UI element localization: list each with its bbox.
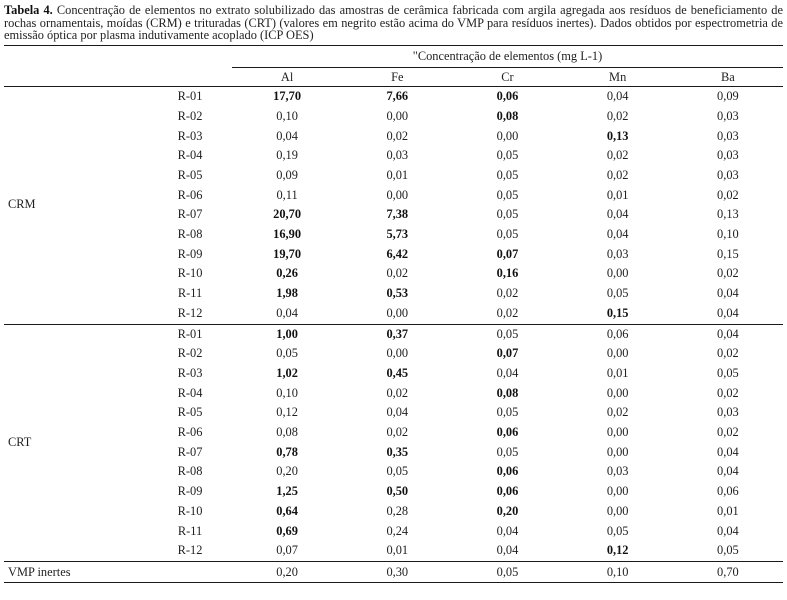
sample-label: R-09: [177, 484, 203, 499]
value-cell: 0,03: [717, 148, 739, 163]
header-spacer-cell: [4, 68, 232, 87]
value-cell: 0,05: [496, 444, 519, 459]
value-cell: 0,05: [606, 523, 629, 538]
value-cell: 0,05: [496, 405, 519, 420]
value-cell: 0,05: [496, 207, 519, 222]
sample-label: R-08: [177, 464, 203, 479]
col-header-fe: Fe: [342, 68, 452, 87]
value-cell: 0,04: [496, 365, 519, 380]
value-cell: 0,01: [606, 365, 629, 380]
value-cell: 0,04: [717, 286, 739, 301]
value-cell: 0,20: [276, 464, 298, 479]
table-row: [4, 324, 783, 344]
value-cell: 0,78: [276, 444, 298, 459]
value-cell: 0,03: [717, 108, 739, 123]
value-cell: 0,07: [496, 346, 519, 361]
value-cell: 0,69: [276, 523, 298, 538]
value-cell: 0,35: [386, 444, 409, 459]
value-cell: 0,00: [606, 266, 629, 281]
value-cell: 1,00: [276, 326, 298, 341]
value-cell: 0,02: [386, 128, 409, 143]
value-cell: 0,05: [496, 187, 519, 202]
value-cell: 0,00: [606, 425, 629, 440]
value-cell: 0,10: [276, 108, 298, 123]
sample-label: R-03: [177, 128, 203, 143]
value-cell: 0,00: [606, 346, 629, 361]
value-cell: 0,08: [496, 108, 519, 123]
value-cell: 0,00: [496, 128, 519, 143]
value-cell: 6,42: [386, 246, 409, 261]
value-cell: 16,90: [273, 227, 302, 242]
col-header-cr: Cr: [452, 68, 562, 87]
sample-label: R-06: [177, 425, 203, 440]
value-cell: 0,09: [717, 89, 739, 104]
column-header-row: [4, 68, 783, 87]
sample-label: R-11: [177, 286, 203, 301]
sample-label: R-04: [177, 385, 203, 400]
value-cell: 0,00: [386, 305, 409, 320]
span-header-concentration: "Concentração de elementos (mg L-1): [232, 46, 783, 68]
value-cell: 0,02: [717, 346, 739, 361]
value-cell: 0,05: [496, 148, 519, 163]
sample-label: R-10: [177, 503, 203, 518]
group-crt: [4, 324, 783, 561]
value-cell: 0,04: [606, 227, 629, 242]
value-cell: 0,11: [276, 187, 298, 202]
value-cell: 0,01: [386, 167, 409, 182]
value-cell: 1,25: [276, 484, 298, 499]
value-cell: 0,02: [717, 187, 739, 202]
value-cell: 0,03: [386, 148, 409, 163]
value-cell: 0,50: [386, 484, 409, 499]
value-cell: 0,20: [496, 503, 519, 518]
value-cell: 0,30: [386, 564, 409, 579]
group-label-crm: CRM: [8, 197, 36, 212]
value-cell: 7,38: [386, 207, 409, 222]
value-cell: 0,12: [606, 543, 629, 558]
value-cell: 0,01: [606, 187, 629, 202]
value-cell: 0,26: [276, 266, 298, 281]
value-cell: 0,08: [496, 385, 519, 400]
value-cell: 0,05: [717, 365, 739, 380]
value-cell: 5,73: [386, 227, 409, 242]
value-cell: 0,10: [606, 564, 629, 579]
sample-label: R-09: [177, 246, 203, 261]
group-label-crt: CRT: [8, 434, 32, 449]
value-cell: 0,20: [276, 564, 298, 579]
value-cell: 0,06: [606, 326, 629, 341]
value-cell: 0,07: [276, 543, 298, 558]
value-cell: 0,13: [606, 128, 629, 143]
value-cell: 0,01: [386, 543, 409, 558]
value-cell: 0,00: [386, 108, 409, 123]
sample-label: R-02: [177, 108, 203, 123]
value-cell: 0,04: [606, 89, 629, 104]
value-cell: 0,07: [496, 246, 519, 261]
sample-label: R-02: [177, 346, 203, 361]
sample-label: R-03: [177, 365, 203, 380]
value-cell: 0,02: [606, 405, 629, 420]
value-cell: 1,02: [276, 365, 298, 380]
value-cell: 0,06: [496, 464, 519, 479]
value-cell: 0,04: [276, 305, 298, 320]
sample-label: R-07: [177, 207, 203, 222]
value-cell: 0,00: [386, 187, 409, 202]
value-cell: 0,04: [496, 543, 519, 558]
value-cell: 0,15: [717, 246, 739, 261]
value-cell: 0,04: [496, 523, 519, 538]
span-header-row: [4, 46, 783, 68]
value-cell: 0,02: [606, 167, 629, 182]
sample-label: R-06: [177, 187, 203, 202]
value-cell: 0,04: [717, 464, 739, 479]
value-cell: 0,00: [606, 444, 629, 459]
value-cell: 0,02: [717, 385, 739, 400]
group-crm: [4, 87, 783, 324]
sample-label: R-12: [177, 305, 203, 320]
col-header-ba: Ba: [673, 68, 783, 87]
value-cell: 0,16: [496, 266, 519, 281]
value-cell: 0,02: [717, 266, 739, 281]
value-cell: 0,00: [386, 346, 409, 361]
table-caption: [4, 4, 783, 42]
value-cell: 0,02: [386, 266, 409, 281]
sample-label: R-01: [177, 326, 203, 341]
table-caption-text: Concentração de elementos no extrato solubilizado das amostras de cerâmica fabricada com argila agregada aos resíduos de beneficiamento de rochas ornamentais, moídas (CRM) e trituradas (CRT) (valores em negrito estão acima do VMP para resíduos inertes). Dados obtidos por espectrometria de emissão óptica por plasma indutivamente acoplado (ICP OES): [4, 3, 783, 43]
value-cell: 0,03: [717, 167, 739, 182]
value-cell: 0,19: [276, 148, 298, 163]
sample-label: R-11: [177, 523, 203, 538]
value-cell: 0,03: [606, 246, 629, 261]
sample-label: R-07: [177, 444, 203, 459]
value-cell: 0,05: [606, 286, 629, 301]
value-cell: 0,05: [496, 564, 519, 579]
value-cell: 0,06: [496, 425, 519, 440]
table-row: [4, 87, 783, 107]
value-cell: 0,13: [717, 207, 739, 222]
value-cell: 0,53: [386, 286, 409, 301]
value-cell: 0,06: [717, 484, 739, 499]
value-cell: 0,24: [386, 523, 409, 538]
value-cell: 0,12: [276, 405, 298, 420]
value-cell: 0,05: [496, 326, 519, 341]
value-cell: 0,00: [606, 484, 629, 499]
concentration-table: [4, 45, 783, 583]
table-caption-label: Tabela 4.: [4, 3, 53, 17]
sample-label: R-12: [177, 543, 203, 558]
vmp-label: VMP inertes: [8, 564, 71, 579]
value-cell: 0,08: [276, 425, 298, 440]
value-cell: 0,64: [276, 503, 298, 518]
value-cell: 20,70: [273, 207, 302, 222]
value-cell: 17,70: [273, 89, 302, 104]
value-cell: 0,04: [606, 207, 629, 222]
sample-label: R-08: [177, 227, 203, 242]
value-cell: 0,04: [717, 305, 739, 320]
value-cell: 0,02: [606, 108, 629, 123]
value-cell: 0,01: [717, 503, 739, 518]
sample-label: R-05: [177, 167, 203, 182]
value-cell: 0,04: [276, 128, 298, 143]
value-cell: 0,28: [386, 503, 409, 518]
value-cell: 0,05: [386, 464, 409, 479]
value-cell: 0,03: [606, 464, 629, 479]
value-cell: 0,06: [496, 484, 519, 499]
value-cell: 0,02: [717, 425, 739, 440]
value-cell: 0,00: [606, 385, 629, 400]
sample-label: R-05: [177, 405, 203, 420]
value-cell: 0,10: [717, 227, 739, 242]
value-cell: 0,02: [386, 385, 409, 400]
value-cell: 0,06: [496, 89, 519, 104]
table-header: [4, 46, 783, 87]
col-header-al: Al: [232, 68, 342, 87]
sample-label: R-04: [177, 148, 203, 163]
header-spacer-cell: [4, 46, 232, 68]
value-cell: 0,04: [717, 326, 739, 341]
sample-label: R-10: [177, 266, 203, 281]
value-cell: 0,09: [276, 167, 298, 182]
value-cell: 0,02: [496, 305, 519, 320]
value-cell: 0,03: [717, 405, 739, 420]
vmp-footer-group: [4, 561, 783, 582]
value-cell: 7,66: [386, 89, 409, 104]
value-cell: 0,05: [717, 543, 739, 558]
value-cell: 0,04: [386, 405, 409, 420]
value-cell: 0,02: [496, 286, 519, 301]
value-cell: 0,10: [276, 385, 298, 400]
col-header-mn: Mn: [563, 68, 673, 87]
value-cell: 0,05: [276, 346, 298, 361]
value-cell: 0,05: [496, 167, 519, 182]
value-cell: 1,98: [276, 286, 298, 301]
value-cell: 19,70: [273, 246, 302, 261]
value-cell: 0,05: [496, 227, 519, 242]
value-cell: 0,37: [386, 326, 409, 341]
value-cell: 0,03: [717, 128, 739, 143]
vmp-row: [4, 561, 783, 582]
value-cell: 0,04: [717, 523, 739, 538]
sample-label: R-01: [177, 89, 203, 104]
value-cell: 0,04: [717, 444, 739, 459]
value-cell: 0,02: [606, 148, 629, 163]
value-cell: 0,15: [606, 305, 629, 320]
value-cell: 0,02: [386, 425, 409, 440]
value-cell: 0,70: [717, 564, 739, 579]
value-cell: 0,45: [386, 365, 409, 380]
value-cell: 0,00: [606, 503, 629, 518]
